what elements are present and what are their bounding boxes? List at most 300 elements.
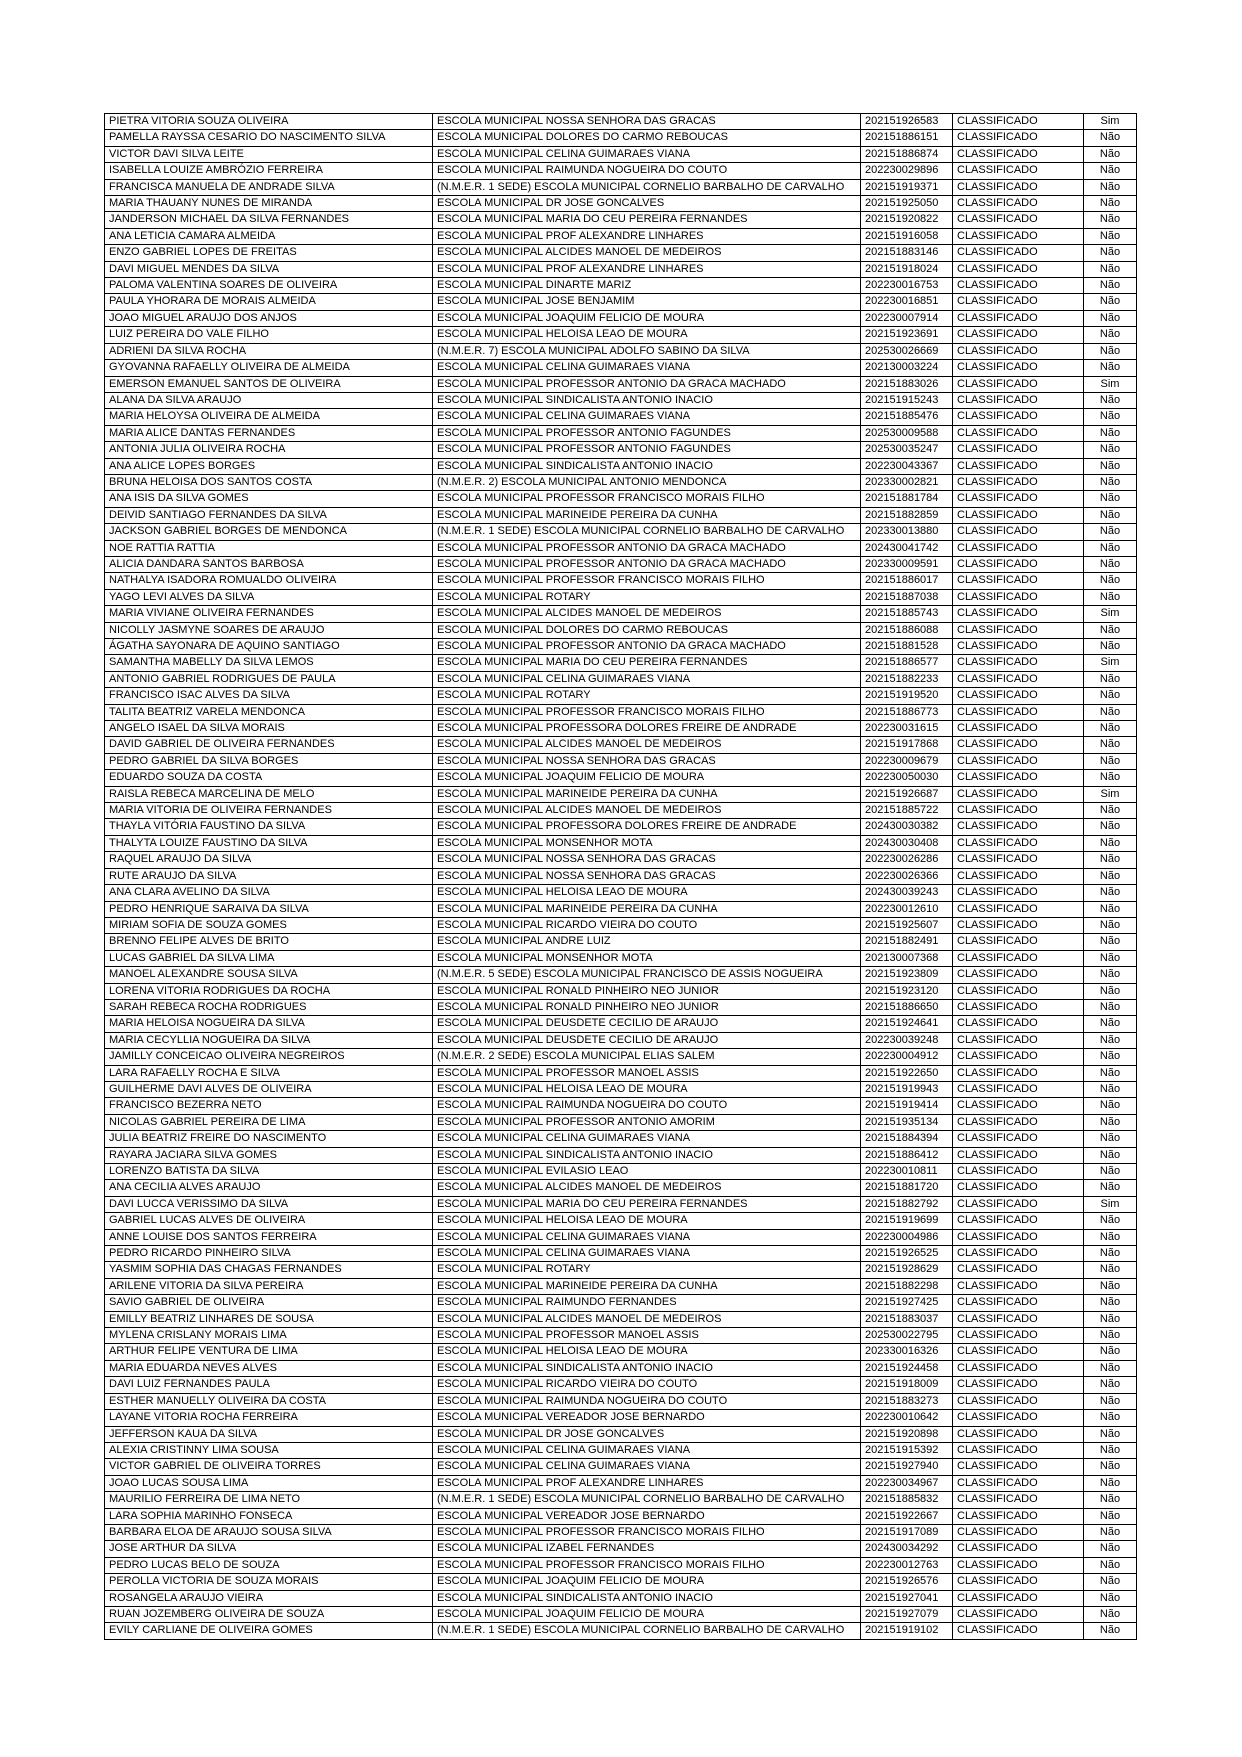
cell-school: ESCOLA MUNICIPAL CELINA GUIMARAES VIANA (433, 146, 861, 162)
cell-sim-nao: Não (1084, 967, 1137, 983)
table-row (105, 819, 1137, 835)
cell-enrollment-number: 202230031615 (861, 721, 953, 737)
cell-enrollment-number: 202151918009 (861, 1377, 953, 1393)
cell-student-name: JAMILLY CONCEICAO OLIVEIRA NEGREIROS (105, 1049, 433, 1065)
cell-student-name: RAYARA JACIARA SILVA GOMES (105, 1147, 433, 1163)
cell-status: CLASSIFICADO (953, 983, 1084, 999)
cell-school: (N.M.E.R. 7) ESCOLA MUNICIPAL ADOLFO SABINO DA SILVA (433, 343, 861, 359)
cell-enrollment-number: 202151919520 (861, 688, 953, 704)
cell-sim-nao: Não (1084, 1590, 1137, 1606)
table-row (105, 1295, 1137, 1311)
cell-sim-nao: Não (1084, 1081, 1137, 1097)
cell-status: CLASSIFICADO (953, 1098, 1084, 1114)
cell-sim-nao: Não (1084, 1229, 1137, 1245)
cell-enrollment-number: 202230016851 (861, 294, 953, 310)
cell-enrollment-number: 202330016326 (861, 1344, 953, 1360)
cell-student-name: JULIA BEATRIZ FREIRE DO NASCIMENTO (105, 1131, 433, 1147)
cell-enrollment-number: 202151925607 (861, 917, 953, 933)
cell-sim-nao: Não (1084, 327, 1137, 343)
cell-enrollment-number: 202151927425 (861, 1295, 953, 1311)
cell-status: CLASSIFICADO (953, 1557, 1084, 1573)
cell-school: ESCOLA MUNICIPAL DOLORES DO CARMO REBOUCAS (433, 130, 861, 146)
cell-enrollment-number: 202151919943 (861, 1081, 953, 1097)
cell-enrollment-number: 202230034967 (861, 1475, 953, 1491)
table-row (105, 146, 1137, 162)
cell-student-name: DAVID GABRIEL DE OLIVEIRA FERNANDES (105, 737, 433, 753)
cell-school: ESCOLA MUNICIPAL ANDRE LUIZ (433, 934, 861, 950)
table-row (105, 655, 1137, 671)
cell-status: CLASSIFICADO (953, 1147, 1084, 1163)
cell-enrollment-number: 202151917089 (861, 1524, 953, 1540)
cell-sim-nao: Não (1084, 130, 1137, 146)
cell-status: CLASSIFICADO (953, 622, 1084, 638)
cell-status: CLASSIFICADO (953, 1459, 1084, 1475)
cell-enrollment-number: 202151882792 (861, 1196, 953, 1212)
cell-student-name: EVILY CARLIANE DE OLIVEIRA GOMES (105, 1623, 433, 1639)
table-row (105, 1442, 1137, 1458)
cell-sim-nao: Não (1084, 1623, 1137, 1639)
cell-sim-nao: Não (1084, 1557, 1137, 1573)
cell-school: (N.M.E.R. 2) ESCOLA MUNICIPAL ANTONIO MENDONCA (433, 474, 861, 490)
table-row (105, 737, 1137, 753)
cell-sim-nao: Não (1084, 1524, 1137, 1540)
table-row (105, 1278, 1137, 1294)
table-row (105, 1508, 1137, 1524)
cell-student-name: PEDRO RICARDO PINHEIRO SILVA (105, 1246, 433, 1262)
cell-status: CLASSIFICADO (953, 1164, 1084, 1180)
cell-status: CLASSIFICADO (953, 819, 1084, 835)
table-row (105, 1360, 1137, 1376)
cell-student-name: ANA ALICE LOPES BORGES (105, 458, 433, 474)
cell-school: ESCOLA MUNICIPAL VEREADOR JOSE BERNARDO (433, 1410, 861, 1426)
cell-student-name: FRANCISCA MANUELA DE ANDRADE SILVA (105, 179, 433, 195)
cell-sim-nao: Não (1084, 392, 1137, 408)
cell-school: ESCOLA MUNICIPAL ROTARY (433, 589, 861, 605)
cell-status: CLASSIFICADO (953, 573, 1084, 589)
table-row (105, 261, 1137, 277)
cell-student-name: MARIA EDUARDA NEVES ALVES (105, 1360, 433, 1376)
cell-enrollment-number: 202151916058 (861, 228, 953, 244)
cell-school: ESCOLA MUNICIPAL JOAQUIM FELICIO DE MOURA (433, 1574, 861, 1590)
cell-school: ESCOLA MUNICIPAL NOSSA SENHORA DAS GRACAS (433, 852, 861, 868)
table-row (105, 852, 1137, 868)
cell-school: ESCOLA MUNICIPAL EVILASIO LEAO (433, 1164, 861, 1180)
cell-school: ESCOLA MUNICIPAL PROFESSOR ANTONIO DA GRACA MACHADO (433, 639, 861, 655)
table-row (105, 1377, 1137, 1393)
cell-student-name: MARIA ALICE DANTAS FERNANDES (105, 425, 433, 441)
cell-student-name: BRUNA HELOISA DOS SANTOS COSTA (105, 474, 433, 490)
cell-status: CLASSIFICADO (953, 1114, 1084, 1130)
cell-sim-nao: Não (1084, 1295, 1137, 1311)
cell-status: CLASSIFICADO (953, 442, 1084, 458)
cell-sim-nao: Não (1084, 1049, 1137, 1065)
cell-school: ESCOLA MUNICIPAL DR JOSE GONCALVES (433, 196, 861, 212)
cell-sim-nao: Não (1084, 146, 1137, 162)
table-row (105, 671, 1137, 687)
cell-school: ESCOLA MUNICIPAL HELOISA LEAO DE MOURA (433, 885, 861, 901)
cell-school: ESCOLA MUNICIPAL MARIA DO CEU PEREIRA FERNANDES (433, 212, 861, 228)
cell-student-name: GUILHERME DAVI ALVES DE OLIVEIRA (105, 1081, 433, 1097)
table-row (105, 1246, 1137, 1262)
table-row (105, 294, 1137, 310)
cell-school: (N.M.E.R. 1 SEDE) ESCOLA MUNICIPAL CORNELIO BARBALHO DE CARVALHO (433, 1623, 861, 1639)
cell-sim-nao: Não (1084, 442, 1137, 458)
cell-sim-nao: Não (1084, 507, 1137, 523)
cell-status: CLASSIFICADO (953, 1328, 1084, 1344)
cell-school: ESCOLA MUNICIPAL PROF ALEXANDRE LINHARES (433, 1475, 861, 1491)
cell-school: ESCOLA MUNICIPAL RAIMUNDA NOGUEIRA DO COUTO (433, 1393, 861, 1409)
cell-enrollment-number: 202230039248 (861, 1032, 953, 1048)
table-row (105, 999, 1137, 1015)
table-row (105, 934, 1137, 950)
cell-school: ESCOLA MUNICIPAL MARINEIDE PEREIRA DA CUNHA (433, 507, 861, 523)
table-row (105, 409, 1137, 425)
cell-sim-nao: Não (1084, 360, 1137, 376)
cell-status: CLASSIFICADO (953, 606, 1084, 622)
results-table-body (105, 114, 1137, 1640)
table-row (105, 753, 1137, 769)
cell-student-name: ÁGATHA SAYONARA DE AQUINO SANTIAGO (105, 639, 433, 655)
cell-student-name: JOAO MIGUEL ARAUJO DOS ANJOS (105, 310, 433, 326)
cell-enrollment-number: 202151922667 (861, 1508, 953, 1524)
cell-status: CLASSIFICADO (953, 704, 1084, 720)
cell-sim-nao: Não (1084, 1147, 1137, 1163)
cell-school: (N.M.E.R. 1 SEDE) ESCOLA MUNICIPAL CORNELIO BARBALHO DE CARVALHO (433, 524, 861, 540)
cell-school: ESCOLA MUNICIPAL MONSENHOR MOTA (433, 835, 861, 851)
cell-school: ESCOLA MUNICIPAL HELOISA LEAO DE MOURA (433, 1081, 861, 1097)
cell-student-name: NATHALYA ISADORA ROMUALDO OLIVEIRA (105, 573, 433, 589)
cell-status: CLASSIFICADO (953, 1623, 1084, 1639)
cell-student-name: PEDRO GABRIEL DA SILVA BORGES (105, 753, 433, 769)
cell-student-name: ENZO GABRIEL LOPES DE FREITAS (105, 245, 433, 261)
cell-status: CLASSIFICADO (953, 1295, 1084, 1311)
table-row (105, 1114, 1137, 1130)
cell-sim-nao: Não (1084, 540, 1137, 556)
cell-status: CLASSIFICADO (953, 917, 1084, 933)
cell-student-name: ANA LETICIA CAMARA ALMEIDA (105, 228, 433, 244)
cell-sim-nao: Não (1084, 524, 1137, 540)
cell-sim-nao: Não (1084, 639, 1137, 655)
cell-status: CLASSIFICADO (953, 1606, 1084, 1622)
cell-status: CLASSIFICADO (953, 130, 1084, 146)
table-row (105, 1524, 1137, 1540)
table-row (105, 1410, 1137, 1426)
cell-enrollment-number: 202151915243 (861, 392, 953, 408)
cell-student-name: PEDRO HENRIQUE SARAIVA DA SILVA (105, 901, 433, 917)
cell-status: CLASSIFICADO (953, 934, 1084, 950)
table-row (105, 1081, 1137, 1097)
cell-status: CLASSIFICADO (953, 885, 1084, 901)
cell-sim-nao: Não (1084, 343, 1137, 359)
cell-status: CLASSIFICADO (953, 1032, 1084, 1048)
cell-enrollment-number: 202530022795 (861, 1328, 953, 1344)
cell-enrollment-number: 202151927079 (861, 1606, 953, 1622)
cell-student-name: ANNE LOUISE DOS SANTOS FERREIRA (105, 1229, 433, 1245)
table-row (105, 1147, 1137, 1163)
cell-enrollment-number: 202230043367 (861, 458, 953, 474)
cell-enrollment-number: 202151882859 (861, 507, 953, 523)
cell-enrollment-number: 202151926687 (861, 786, 953, 802)
cell-enrollment-number: 202151918024 (861, 261, 953, 277)
table-row (105, 1344, 1137, 1360)
cell-student-name: ANTONIA JULIA OLIVEIRA ROCHA (105, 442, 433, 458)
cell-student-name: TALITA BEATRIZ VARELA MENDONCA (105, 704, 433, 720)
table-row (105, 1131, 1137, 1147)
table-row (105, 868, 1137, 884)
table-row (105, 327, 1137, 343)
cell-student-name: PAMELLA RAYSSA CESARIO DO NASCIMENTO SILVA (105, 130, 433, 146)
cell-student-name: NICOLAS GABRIEL PEREIRA DE LIMA (105, 1114, 433, 1130)
cell-sim-nao: Não (1084, 737, 1137, 753)
cell-enrollment-number: 202151886017 (861, 573, 953, 589)
cell-enrollment-number: 202151925050 (861, 196, 953, 212)
cell-status: CLASSIFICADO (953, 753, 1084, 769)
cell-sim-nao: Não (1084, 1262, 1137, 1278)
cell-enrollment-number: 202151917868 (861, 737, 953, 753)
cell-enrollment-number: 202151922650 (861, 1065, 953, 1081)
cell-status: CLASSIFICADO (953, 1081, 1084, 1097)
cell-student-name: LUCAS GABRIEL DA SILVA LIMA (105, 950, 433, 966)
cell-status: CLASSIFICADO (953, 1426, 1084, 1442)
cell-status: CLASSIFICADO (953, 409, 1084, 425)
cell-enrollment-number: 202151919699 (861, 1213, 953, 1229)
cell-student-name: MARIA THAUANY NUNES DE MIRANDA (105, 196, 433, 212)
cell-status: CLASSIFICADO (953, 327, 1084, 343)
cell-sim-nao: Não (1084, 458, 1137, 474)
cell-enrollment-number: 202151886151 (861, 130, 953, 146)
cell-sim-nao: Não (1084, 753, 1137, 769)
cell-sim-nao: Não (1084, 228, 1137, 244)
cell-school: ESCOLA MUNICIPAL ALCIDES MANOEL DE MEDEIROS (433, 1180, 861, 1196)
cell-sim-nao: Sim (1084, 606, 1137, 622)
cell-status: CLASSIFICADO (953, 310, 1084, 326)
cell-status: CLASSIFICADO (953, 146, 1084, 162)
cell-enrollment-number: 202151881720 (861, 1180, 953, 1196)
cell-school: ESCOLA MUNICIPAL PROF ALEXANDRE LINHARES (433, 228, 861, 244)
cell-school: ESCOLA MUNICIPAL RONALD PINHEIRO NEO JUNIOR (433, 999, 861, 1015)
cell-enrollment-number: 202151885832 (861, 1492, 953, 1508)
cell-enrollment-number: 202151928629 (861, 1262, 953, 1278)
cell-school: ESCOLA MUNICIPAL CELINA GUIMARAES VIANA (433, 1442, 861, 1458)
table-row (105, 540, 1137, 556)
cell-school: ESCOLA MUNICIPAL SINDICALISTA ANTONIO INACIO (433, 1590, 861, 1606)
classification-results-table (104, 113, 1137, 1640)
cell-status: CLASSIFICADO (953, 655, 1084, 671)
cell-sim-nao: Sim (1084, 786, 1137, 802)
cell-school: (N.M.E.R. 5 SEDE) ESCOLA MUNICIPAL FRANCISCO DE ASSIS NOGUEIRA (433, 967, 861, 983)
cell-student-name: ANA CECILIA ALVES ARAUJO (105, 1180, 433, 1196)
cell-student-name: MANOEL ALEXANDRE SOUSA SILVA (105, 967, 433, 983)
cell-status: CLASSIFICADO (953, 278, 1084, 294)
cell-sim-nao: Não (1084, 1360, 1137, 1376)
cell-sim-nao: Não (1084, 1508, 1137, 1524)
table-row (105, 425, 1137, 441)
cell-enrollment-number: 202330002821 (861, 474, 953, 490)
cell-sim-nao: Não (1084, 1606, 1137, 1622)
cell-student-name: NICOLLY JASMYNE SOARES DE ARAUJO (105, 622, 433, 638)
cell-student-name: ARILENE VITORIA DA SILVA PEREIRA (105, 1278, 433, 1294)
table-row (105, 1262, 1137, 1278)
cell-enrollment-number: 202151883037 (861, 1311, 953, 1327)
table-row (105, 950, 1137, 966)
cell-school: ESCOLA MUNICIPAL PROFESSOR ANTONIO DA GRACA MACHADO (433, 540, 861, 556)
cell-status: CLASSIFICADO (953, 179, 1084, 195)
cell-status: CLASSIFICADO (953, 556, 1084, 572)
cell-student-name: MIRIAM SOFIA DE SOUZA GOMES (105, 917, 433, 933)
cell-status: CLASSIFICADO (953, 1262, 1084, 1278)
cell-enrollment-number: 202230007914 (861, 310, 953, 326)
cell-enrollment-number: 202151886874 (861, 146, 953, 162)
cell-enrollment-number: 202130003224 (861, 360, 953, 376)
cell-sim-nao: Não (1084, 950, 1137, 966)
cell-enrollment-number: 202151881528 (861, 639, 953, 655)
cell-student-name: GYOVANNA RAFAELLY OLIVEIRA DE ALMEIDA (105, 360, 433, 376)
cell-status: CLASSIFICADO (953, 803, 1084, 819)
cell-status: CLASSIFICADO (953, 868, 1084, 884)
table-row (105, 212, 1137, 228)
cell-sim-nao: Não (1084, 1016, 1137, 1032)
table-row (105, 524, 1137, 540)
cell-status: CLASSIFICADO (953, 1180, 1084, 1196)
cell-student-name: ESTHER MANUELLY OLIVEIRA DA COSTA (105, 1393, 433, 1409)
cell-student-name: THALYTA LOUIZE FAUSTINO DA SILVA (105, 835, 433, 851)
cell-school: ESCOLA MUNICIPAL NOSSA SENHORA DAS GRACAS (433, 753, 861, 769)
table-row (105, 163, 1137, 179)
table-row (105, 885, 1137, 901)
cell-enrollment-number: 202151920822 (861, 212, 953, 228)
cell-sim-nao: Não (1084, 294, 1137, 310)
cell-student-name: BARBARA ELOA DE ARAUJO SOUSA SILVA (105, 1524, 433, 1540)
cell-school: ESCOLA MUNICIPAL PROFESSOR ANTONIO DA GRACA MACHADO (433, 376, 861, 392)
cell-student-name: FRANCISCO ISAC ALVES DA SILVA (105, 688, 433, 704)
cell-sim-nao: Não (1084, 803, 1137, 819)
cell-school: ESCOLA MUNICIPAL SINDICALISTA ANTONIO INACIO (433, 1360, 861, 1376)
cell-school: ESCOLA MUNICIPAL DEUSDETE CECILIO DE ARAUJO (433, 1016, 861, 1032)
cell-enrollment-number: 202151886412 (861, 1147, 953, 1163)
cell-status: CLASSIFICADO (953, 901, 1084, 917)
cell-school: ESCOLA MUNICIPAL DR JOSE GONCALVES (433, 1426, 861, 1442)
cell-school: ESCOLA MUNICIPAL MARIA DO CEU PEREIRA FERNANDES (433, 655, 861, 671)
cell-student-name: ROSANGELA ARAUJO VIEIRA (105, 1590, 433, 1606)
cell-school: ESCOLA MUNICIPAL ALCIDES MANOEL DE MEDEIROS (433, 245, 861, 261)
cell-school: ESCOLA MUNICIPAL SINDICALISTA ANTONIO INACIO (433, 458, 861, 474)
cell-status: CLASSIFICADO (953, 589, 1084, 605)
cell-sim-nao: Não (1084, 1213, 1137, 1229)
cell-sim-nao: Não (1084, 868, 1137, 884)
table-row (105, 1196, 1137, 1212)
table-row (105, 1557, 1137, 1573)
cell-student-name: DAVI MIGUEL MENDES DA SILVA (105, 261, 433, 277)
cell-enrollment-number: 202151926525 (861, 1246, 953, 1262)
cell-student-name: MARIA VITORIA DE OLIVEIRA FERNANDES (105, 803, 433, 819)
cell-student-name: MYLENA CRISLANY MORAIS LIMA (105, 1328, 433, 1344)
cell-sim-nao: Não (1084, 983, 1137, 999)
cell-student-name: YASMIM SOPHIA DAS CHAGAS FERNANDES (105, 1262, 433, 1278)
cell-status: CLASSIFICADO (953, 639, 1084, 655)
table-row (105, 835, 1137, 851)
cell-status: CLASSIFICADO (953, 1508, 1084, 1524)
cell-student-name: MARIA HELOYSA OLIVEIRA DE ALMEIDA (105, 409, 433, 425)
cell-sim-nao: Não (1084, 1180, 1137, 1196)
table-row (105, 491, 1137, 507)
cell-enrollment-number: 202530009588 (861, 425, 953, 441)
cell-school: ESCOLA MUNICIPAL ALCIDES MANOEL DE MEDEIROS (433, 737, 861, 753)
cell-student-name: ALEXIA CRISTINNY LIMA SOUSA (105, 1442, 433, 1458)
table-row (105, 392, 1137, 408)
cell-school: ESCOLA MUNICIPAL PROFESSOR MANOEL ASSIS (433, 1328, 861, 1344)
cell-enrollment-number: 202151919102 (861, 1623, 953, 1639)
cell-status: CLASSIFICADO (953, 1492, 1084, 1508)
cell-student-name: RAISLA REBECA MARCELINA DE MELO (105, 786, 433, 802)
cell-enrollment-number: 202151883273 (861, 1393, 953, 1409)
table-row (105, 983, 1137, 999)
cell-enrollment-number: 202151886088 (861, 622, 953, 638)
cell-school: ESCOLA MUNICIPAL CELINA GUIMARAES VIANA (433, 360, 861, 376)
cell-sim-nao: Não (1084, 1377, 1137, 1393)
cell-enrollment-number: 202151886773 (861, 704, 953, 720)
cell-school: (N.M.E.R. 1 SEDE) ESCOLA MUNICIPAL CORNELIO BARBALHO DE CARVALHO (433, 1492, 861, 1508)
cell-student-name: MARIA CECYLLIA NOGUEIRA DA SILVA (105, 1032, 433, 1048)
cell-sim-nao: Não (1084, 901, 1137, 917)
cell-status: CLASSIFICADO (953, 786, 1084, 802)
cell-sim-nao: Não (1084, 835, 1137, 851)
table-row (105, 376, 1137, 392)
cell-enrollment-number: 202130007368 (861, 950, 953, 966)
cell-student-name: VICTOR DAVI SILVA LEITE (105, 146, 433, 162)
cell-school: ESCOLA MUNICIPAL RICARDO VIEIRA DO COUTO (433, 1377, 861, 1393)
cell-sim-nao: Não (1084, 1410, 1137, 1426)
cell-student-name: ISABELLA LOUIZE AMBRÓZIO FERREIRA (105, 163, 433, 179)
table-row (105, 1065, 1137, 1081)
cell-status: CLASSIFICADO (953, 852, 1084, 868)
cell-school: ESCOLA MUNICIPAL PROFESSOR ANTONIO FAGUNDES (433, 425, 861, 441)
cell-enrollment-number: 202151923809 (861, 967, 953, 983)
cell-school: ESCOLA MUNICIPAL VEREADOR JOSE BERNARDO (433, 1508, 861, 1524)
cell-enrollment-number: 202151885743 (861, 606, 953, 622)
cell-sim-nao: Sim (1084, 114, 1137, 130)
table-row (105, 622, 1137, 638)
cell-school: ESCOLA MUNICIPAL RAIMUNDO FERNANDES (433, 1295, 861, 1311)
table-row (105, 474, 1137, 490)
cell-student-name: ANTONIO GABRIEL RODRIGUES DE PAULA (105, 671, 433, 687)
table-row (105, 1590, 1137, 1606)
table-row (105, 310, 1137, 326)
table-row (105, 1426, 1137, 1442)
cell-student-name: SAMANTHA MABELLY DA SILVA LEMOS (105, 655, 433, 671)
cell-sim-nao: Não (1084, 721, 1137, 737)
cell-status: CLASSIFICADO (953, 1574, 1084, 1590)
cell-school: ESCOLA MUNICIPAL JOAQUIM FELICIO DE MOURA (433, 310, 861, 326)
cell-sim-nao: Não (1084, 671, 1137, 687)
table-row (105, 1164, 1137, 1180)
table-row (105, 1213, 1137, 1229)
cell-student-name: JOSE ARTHUR DA SILVA (105, 1541, 433, 1557)
cell-status: CLASSIFICADO (953, 1065, 1084, 1081)
cell-student-name: PIETRA VITORIA SOUZA OLIVEIRA (105, 114, 433, 130)
cell-student-name: RUAN JOZEMBERG OLIVEIRA DE SOUZA (105, 1606, 433, 1622)
cell-school: ESCOLA MUNICIPAL RICARDO VIEIRA DO COUTO (433, 917, 861, 933)
cell-student-name: MAURILIO FERREIRA DE LIMA NETO (105, 1492, 433, 1508)
cell-school: ESCOLA MUNICIPAL DOLORES DO CARMO REBOUCAS (433, 622, 861, 638)
cell-school: ESCOLA MUNICIPAL DINARTE MARIZ (433, 278, 861, 294)
table-row (105, 688, 1137, 704)
table-row (105, 556, 1137, 572)
table-row (105, 114, 1137, 130)
cell-school: ESCOLA MUNICIPAL MARIA DO CEU PEREIRA FERNANDES (433, 1196, 861, 1212)
table-row (105, 507, 1137, 523)
cell-sim-nao: Não (1084, 1114, 1137, 1130)
cell-enrollment-number: 202151919371 (861, 179, 953, 195)
